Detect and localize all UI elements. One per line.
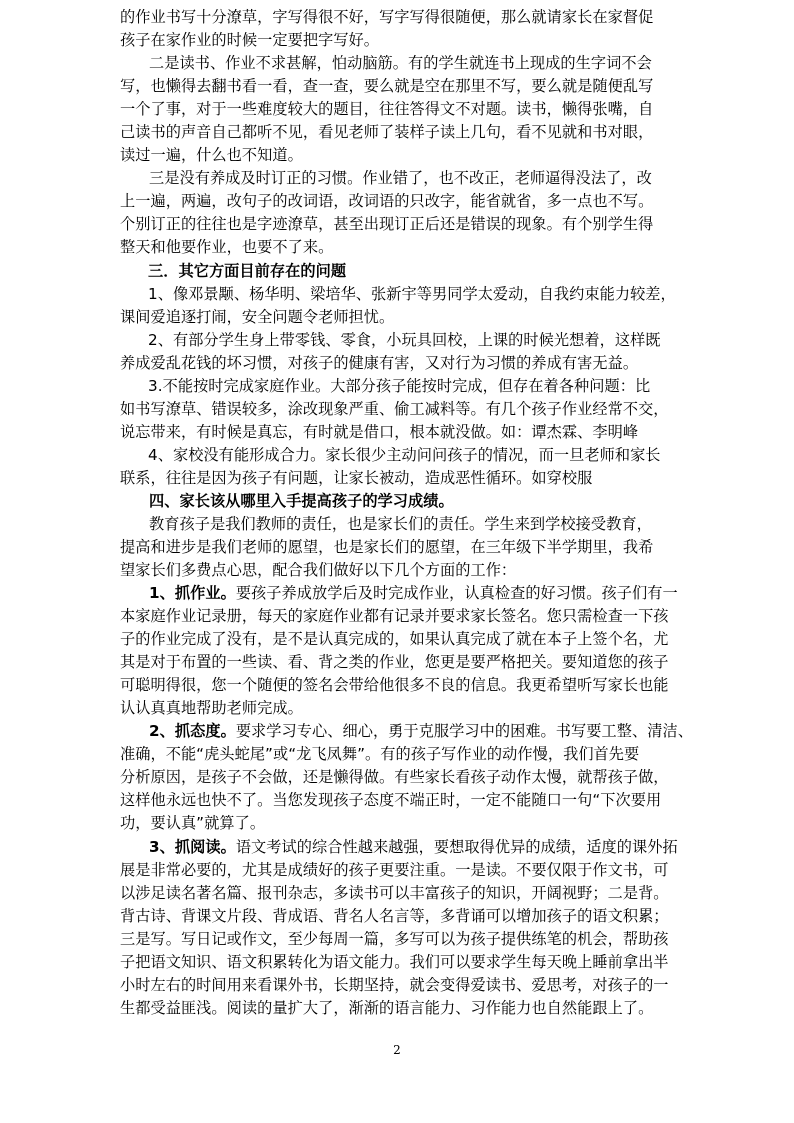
line-text: 课间爱追逐打闹，安全问题令老师担忧。 bbox=[120, 308, 395, 326]
line-text: 三是写。写日记或作文，至少每周一篇，多写可以为孩子提供练笔的机会，帮助孩 bbox=[120, 930, 669, 948]
line-text: 要孩子养成放学后及时完成作业，认真检查的好习惯。孩子们有一 bbox=[235, 584, 678, 602]
line-text: 准确，不能“虎头蛇尾”或“龙飞凤舞”。有的孩子写作业的动作慢，我们首先要 bbox=[120, 745, 640, 763]
text-line bbox=[120, 398, 680, 421]
text-line bbox=[120, 444, 708, 467]
heading-text: 3、抓阅读。 bbox=[149, 838, 236, 856]
line-text: 认认真真地帮助老师完成。 bbox=[120, 699, 303, 717]
text-line bbox=[120, 882, 680, 905]
text-line bbox=[120, 997, 680, 1020]
line-text: 三是没有养成及时订正的习惯。作业错了，也不改正，老师逼得没法了，改 bbox=[149, 169, 652, 187]
page-number: 2 bbox=[393, 1043, 401, 1057]
text-line bbox=[120, 283, 708, 306]
line-text: 说忘带来，有时候是真忘，有时就是借口，根本就没做。如：谭杰霖、李明峰 bbox=[120, 423, 639, 441]
line-text: 其是对于布置的一些读、看、背之类的作业，您更是要严格把关。要知道您的孩子 bbox=[120, 653, 669, 671]
text-line bbox=[120, 190, 680, 213]
line-text: 以涉足读名著名篇、报刊杂志，多读书可以丰富孩子的知识，开阔视野；二是背。 bbox=[120, 884, 669, 902]
line-text: 子把语文知识、语文积累转化为语文能力。我们可以要求学生每天晚上睡前拿出半 bbox=[120, 953, 669, 971]
text-line bbox=[120, 75, 680, 98]
text-line bbox=[120, 352, 680, 375]
text-line bbox=[120, 628, 680, 651]
line-text: 联系，往往是因为孩子有问题，让家长被动，造成恶性循环。如穿校服 bbox=[120, 469, 593, 487]
line-text: 本家庭作业记录册，每天的家庭作业都有记录并要求家长签名。您只需检查一下孩 bbox=[120, 607, 669, 625]
text-line bbox=[120, 789, 680, 812]
text-line bbox=[120, 6, 680, 29]
text-line bbox=[120, 812, 680, 835]
text-line bbox=[120, 536, 680, 559]
text-line bbox=[120, 559, 680, 582]
text-line bbox=[120, 306, 680, 329]
text-line bbox=[120, 582, 709, 605]
line-text: 写，也懒得去翻书看一看，查一查，要么就是空在那里不写，要么就是随便乱写 bbox=[120, 77, 654, 95]
line-text: 分析原因，是孩子不会做，还是懒得做。有些家长看孩子动作太慢，就帮孩子做， bbox=[120, 768, 669, 786]
text-line bbox=[120, 766, 680, 789]
line-text: 一个了事，对于一些难度较大的题目，往往答得文不对题。读书，懒得张嘴，自 bbox=[120, 100, 654, 118]
text-line bbox=[120, 720, 709, 743]
line-text: 上一遍，两遍，改句子的改词语，改词语的只改字，能省就省，多一点也不写。 bbox=[120, 192, 654, 210]
text-line bbox=[120, 490, 709, 513]
line-text: 己读书的声音自己都听不见，看见老师了装样子读上几句，看不见就和书对眼， bbox=[120, 123, 654, 141]
line-text: 望家长们多费点心思，配合我们做好以下几个方面的工作： bbox=[120, 561, 517, 579]
line-text: 二是读书、作业不求甚解，怕动脑筋。有的学生就连书上现成的生字词不会 bbox=[149, 54, 652, 72]
line-text: 生都受益匪浅。阅读的量扩大了，渐渐的语言能力、习作能力也自然能跟上了。 bbox=[120, 999, 654, 1017]
text-line bbox=[120, 375, 708, 398]
line-text: 功，要认真”就算了。 bbox=[120, 814, 266, 832]
text-line bbox=[120, 974, 680, 997]
heading-text: 2、抓态度。 bbox=[149, 722, 236, 740]
text-line bbox=[120, 951, 680, 974]
text-line bbox=[120, 213, 680, 236]
text-line bbox=[120, 52, 709, 75]
text-line bbox=[120, 697, 680, 720]
line-text: 1、像邓景颙、杨华明、梁培华、张新宇等男同学太爱动，自我约束能力较差， bbox=[148, 285, 676, 303]
line-text: 的作业书写十分潦草，字写得很不好，写字写得很随便，那么就请家长在家督促 bbox=[120, 8, 654, 26]
text-line bbox=[120, 651, 680, 674]
line-text: 展是非常必要的，尤其是成绩好的孩子更要注重。一是读。不要仅限于作文书，可 bbox=[120, 861, 669, 879]
heading-text: 四、家长该从哪里入手提高孩子的学习成绩。 bbox=[149, 492, 454, 510]
line-text: 可聪明得很，您一个随便的签名会带给他很多不良的信息。我更希望听写家长也能 bbox=[120, 676, 669, 694]
line-text: 提高和进步是我们老师的愿望，也是家长们的愿望，在三年级下半学期里，我希 bbox=[120, 538, 654, 556]
text-line bbox=[120, 743, 680, 766]
line-text: 要求学习专心、细心，勇于克服学习中的困难。书写要工整、清洁、 bbox=[235, 722, 693, 740]
text-line bbox=[120, 144, 680, 167]
line-text: 语文考试的综合性越来越强，要想取得优异的成绩，适度的课外拓 bbox=[235, 838, 678, 856]
line-text: 小时左右的时间用来看课外书，长期坚持，就会变得爱读书、爱思考，对孩子的一 bbox=[120, 976, 669, 994]
text-line bbox=[120, 98, 680, 121]
line-text: 4、家校没有能形成合力。家长很少主动问问孩子的情况，而一旦老师和家长 bbox=[148, 446, 661, 464]
line-text: 2、有部分学生身上带零钱、零食，小玩具回校，上课的时候光想着，这样既 bbox=[148, 331, 661, 349]
heading-text: 三．其它方面目前存在的问题 bbox=[148, 262, 347, 280]
text-line bbox=[120, 29, 680, 52]
line-text: 整天和他要作业，也要不了来。 bbox=[120, 238, 334, 256]
text-line bbox=[120, 121, 680, 144]
line-text: 如书写潦草、错误较多，涂改现象严重、偷工减料等。有几个孩子作业经常不交， bbox=[120, 400, 669, 418]
text-line bbox=[120, 836, 709, 859]
text-line bbox=[120, 905, 680, 928]
text-line bbox=[120, 859, 680, 882]
line-text: 孩子在家作业的时候一定要把字写好。 bbox=[120, 31, 380, 49]
text-line bbox=[120, 329, 708, 352]
line-text: 背古诗、背课文片段、背成语、背名人名言等，多背诵可以增加孩子的语文积累； bbox=[120, 907, 669, 925]
line-text: 个别订正的往往也是字迹潦草，甚至出现订正后还是错误的现象。有个别学生得 bbox=[120, 215, 654, 233]
line-text: 这样他永远也快不了。当您发现孩子态度不端正时，一定不能随口一句“下次要用 bbox=[120, 791, 662, 809]
text-line bbox=[120, 236, 680, 259]
line-text: 读过一遍，什么也不知道。 bbox=[120, 146, 303, 164]
text-line bbox=[120, 260, 708, 283]
line-text: 养成爱乱花钱的坏习惯，对孩子的健康有害，又对行为习惯的养成有害无益。 bbox=[120, 354, 639, 372]
line-text: 子的作业完成了没有，是不是认真完成的，如果认真完成了就在本子上签个名，尤 bbox=[120, 630, 669, 648]
text-line bbox=[120, 928, 680, 951]
line-text: 3.不能按时完成家庭作业。大部分孩子能按时完成，但存在着各种问题：比 bbox=[148, 377, 651, 395]
line-text: 教育孩子是我们教师的责任，也是家长们的责任。学生来到学校接受教育， bbox=[149, 515, 652, 533]
text-line bbox=[120, 513, 709, 536]
text-line bbox=[120, 605, 680, 628]
text-line bbox=[120, 674, 680, 697]
text-line bbox=[120, 467, 680, 490]
text-line bbox=[120, 421, 680, 444]
heading-text: 1、抓作业。 bbox=[149, 584, 236, 602]
text-line bbox=[120, 167, 709, 190]
